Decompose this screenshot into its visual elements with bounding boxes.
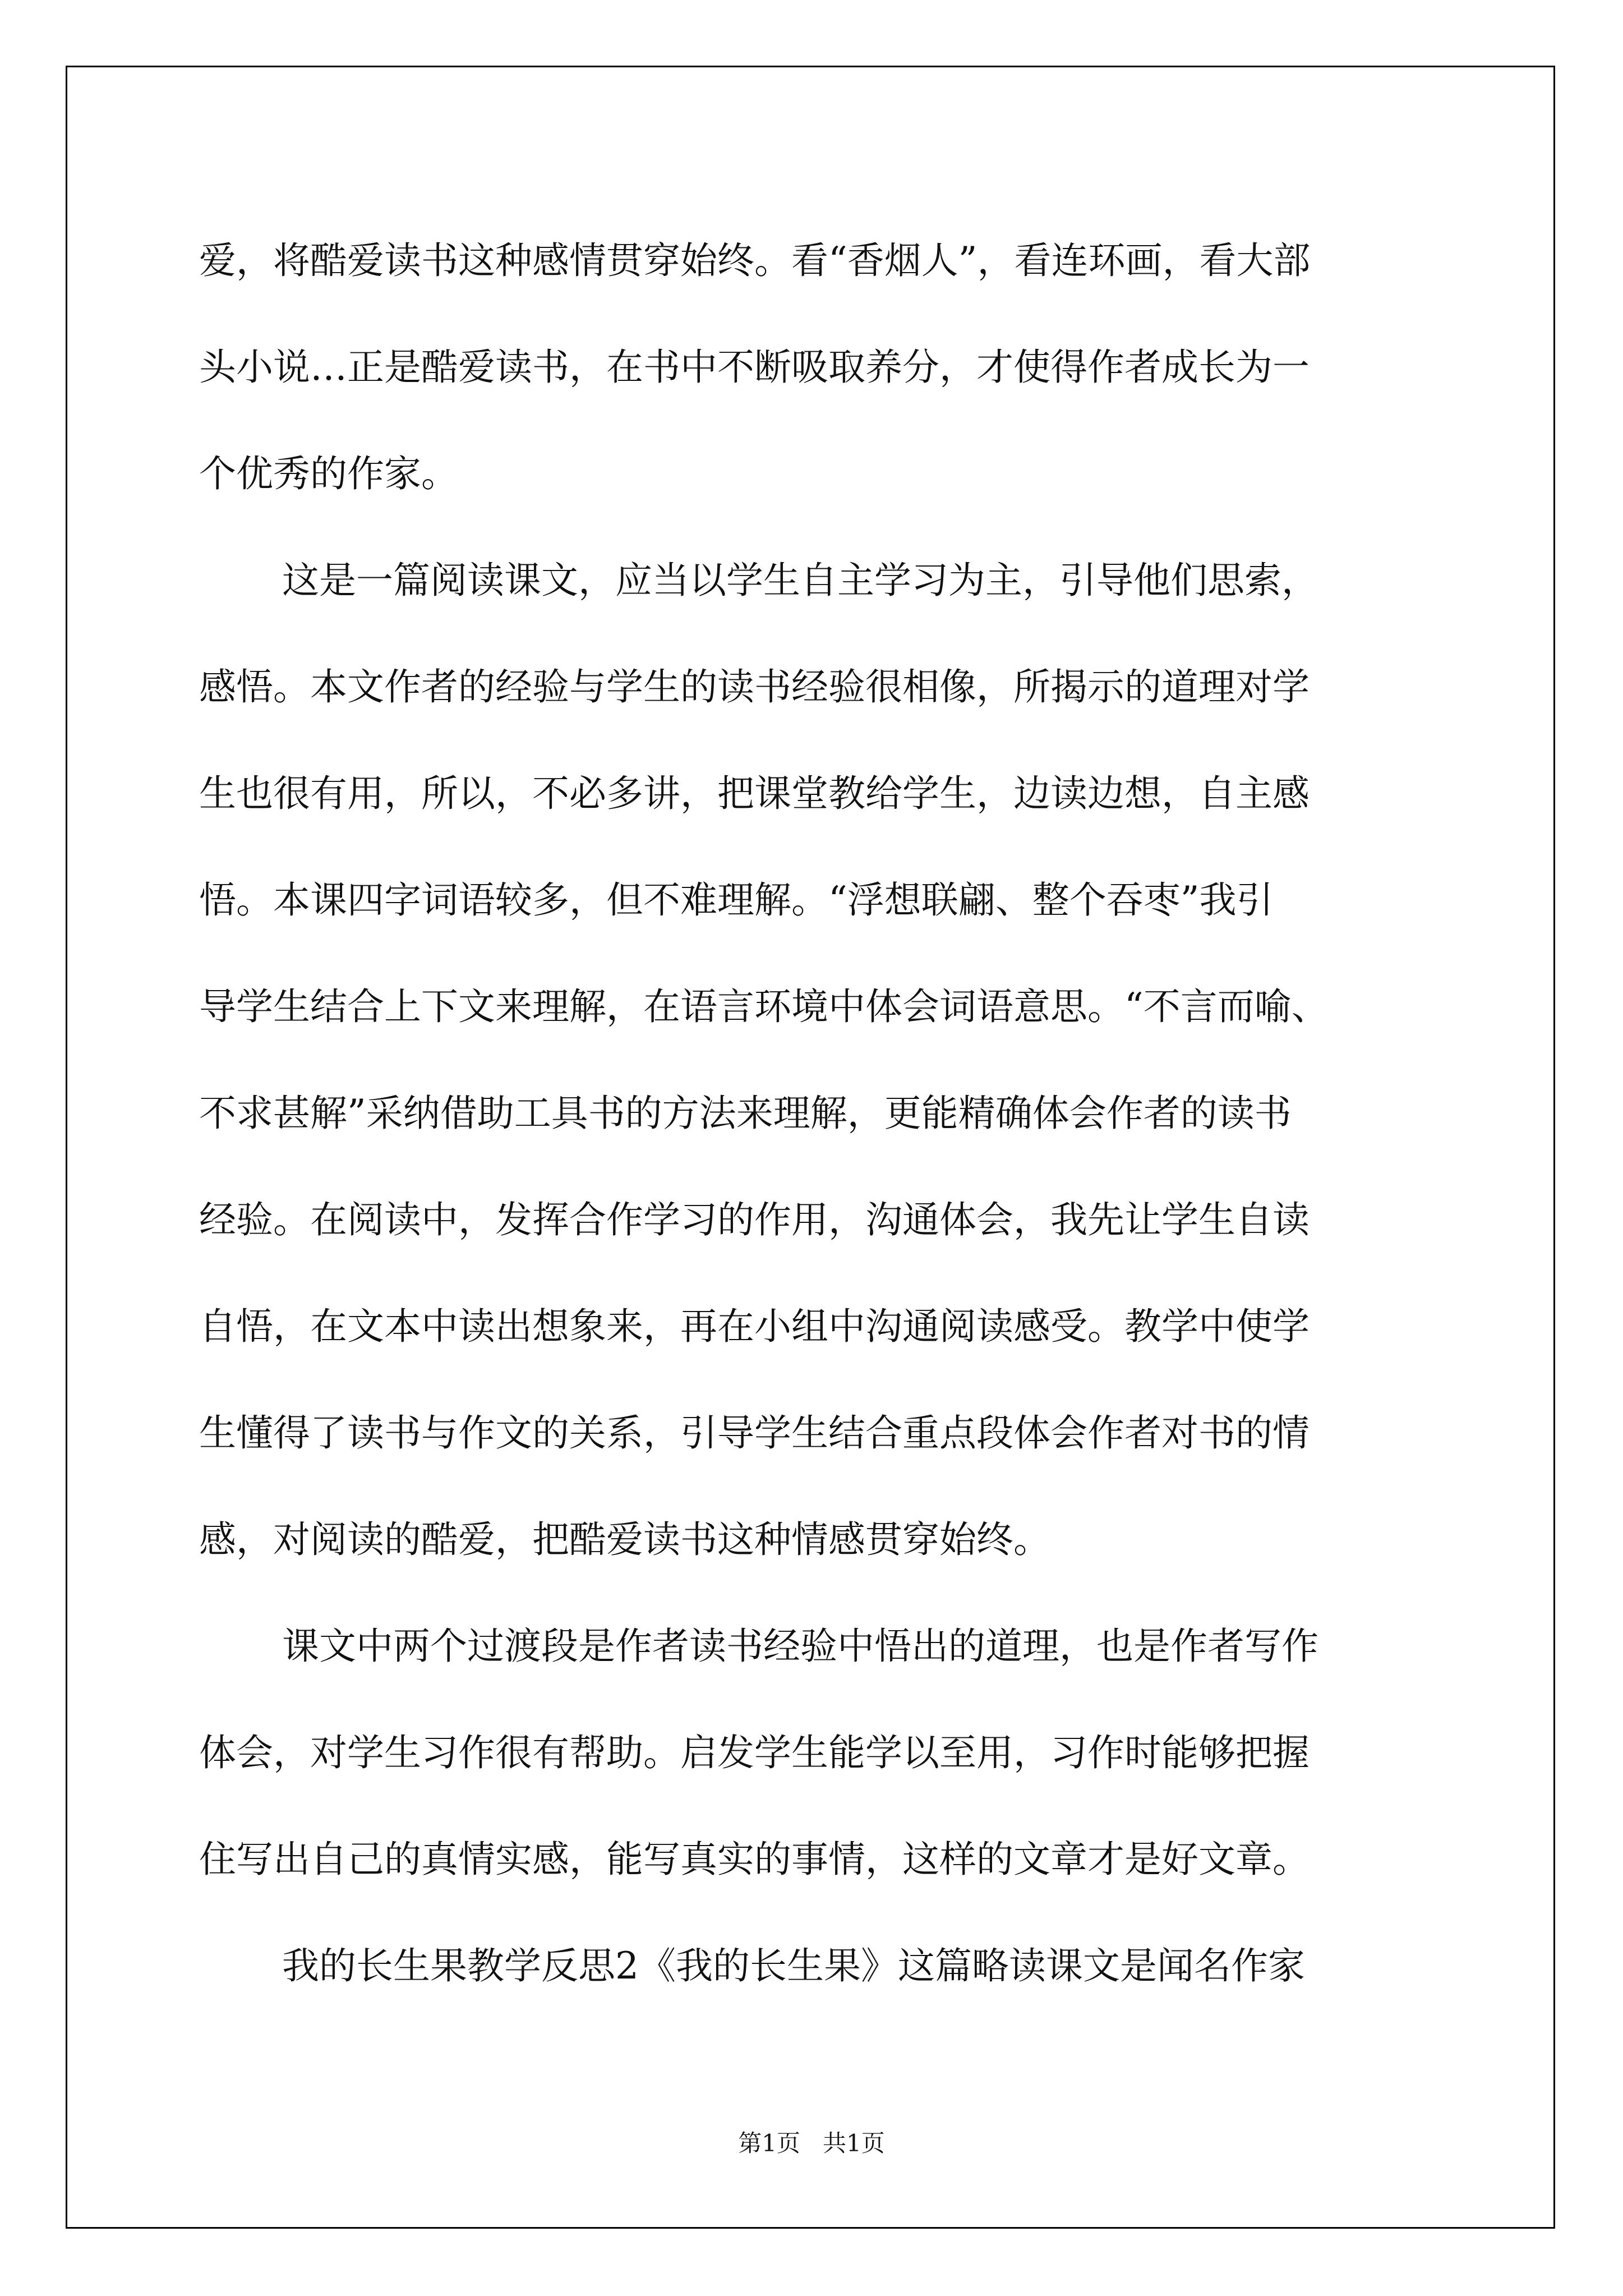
text-line: 感悟。本文作者的经验与学生的读书经验很相像，所揭示的道理对学 xyxy=(199,665,1310,708)
text-line: 不求甚解”采纳借助工具书的方法来理解，更能精确体会作者的读书 xyxy=(199,1092,1292,1135)
text-line: 导学生结合上下文来理解，在语言环境中体会词语意思。“不言而喻、 xyxy=(199,985,1329,1028)
text-line: 个优秀的作家。 xyxy=(199,452,458,495)
text-line: 住写出自己的真情实感，能写真实的事情，这样的文章才是好文章。 xyxy=(199,1838,1310,1881)
text-line: 生也很有用，所以，不必多讲，把课堂教给学生，边读边想，自主感 xyxy=(199,772,1310,815)
text-line: 生懂得了读书与作文的关系，引导学生结合重点段体会作者对书的情 xyxy=(199,1411,1310,1455)
document-body xyxy=(199,208,1427,2019)
text-line: 经验。在阅读中，发挥合作学习的作用，沟通体会，我先让学生自读 xyxy=(199,1198,1310,1241)
text-line: 体会，对学生习作很有帮助。启发学生能学以至用，习作时能够把握 xyxy=(199,1731,1310,1774)
text-line: 课文中两个过渡段是作者读书经验中悟出的道理，也是作者写作 xyxy=(282,1625,1318,1668)
text-line: 这是一篇阅读课文，应当以学生自主学习为主，引导他们思索， xyxy=(282,559,1318,602)
text-line: 自悟，在文本中读出想象来，再在小组中沟通阅读感受。教学中使学 xyxy=(199,1305,1310,1348)
text-line: 感，对阅读的酷爱，把酷爱读书这种情感贯穿始终。 xyxy=(199,1518,1050,1561)
text-line: 头小说…正是酷爱读书，在书中不断吸取养分，才使得作者成长为一 xyxy=(199,346,1310,389)
text-line: 悟。本课四字词语较多，但不难理解。“浮想联翩、整个吞枣”我引 xyxy=(199,878,1274,922)
page-footer: 第1页 共1页 xyxy=(738,2129,885,2157)
text-line: 我的长生果教学反思2《我的长生果》这篇略读课文是闻名作家 xyxy=(282,1944,1305,1987)
text-line: 爱，将酷爱读书这种感情贯穿始终。看“香烟人”，看连环画，看大部 xyxy=(199,239,1311,282)
